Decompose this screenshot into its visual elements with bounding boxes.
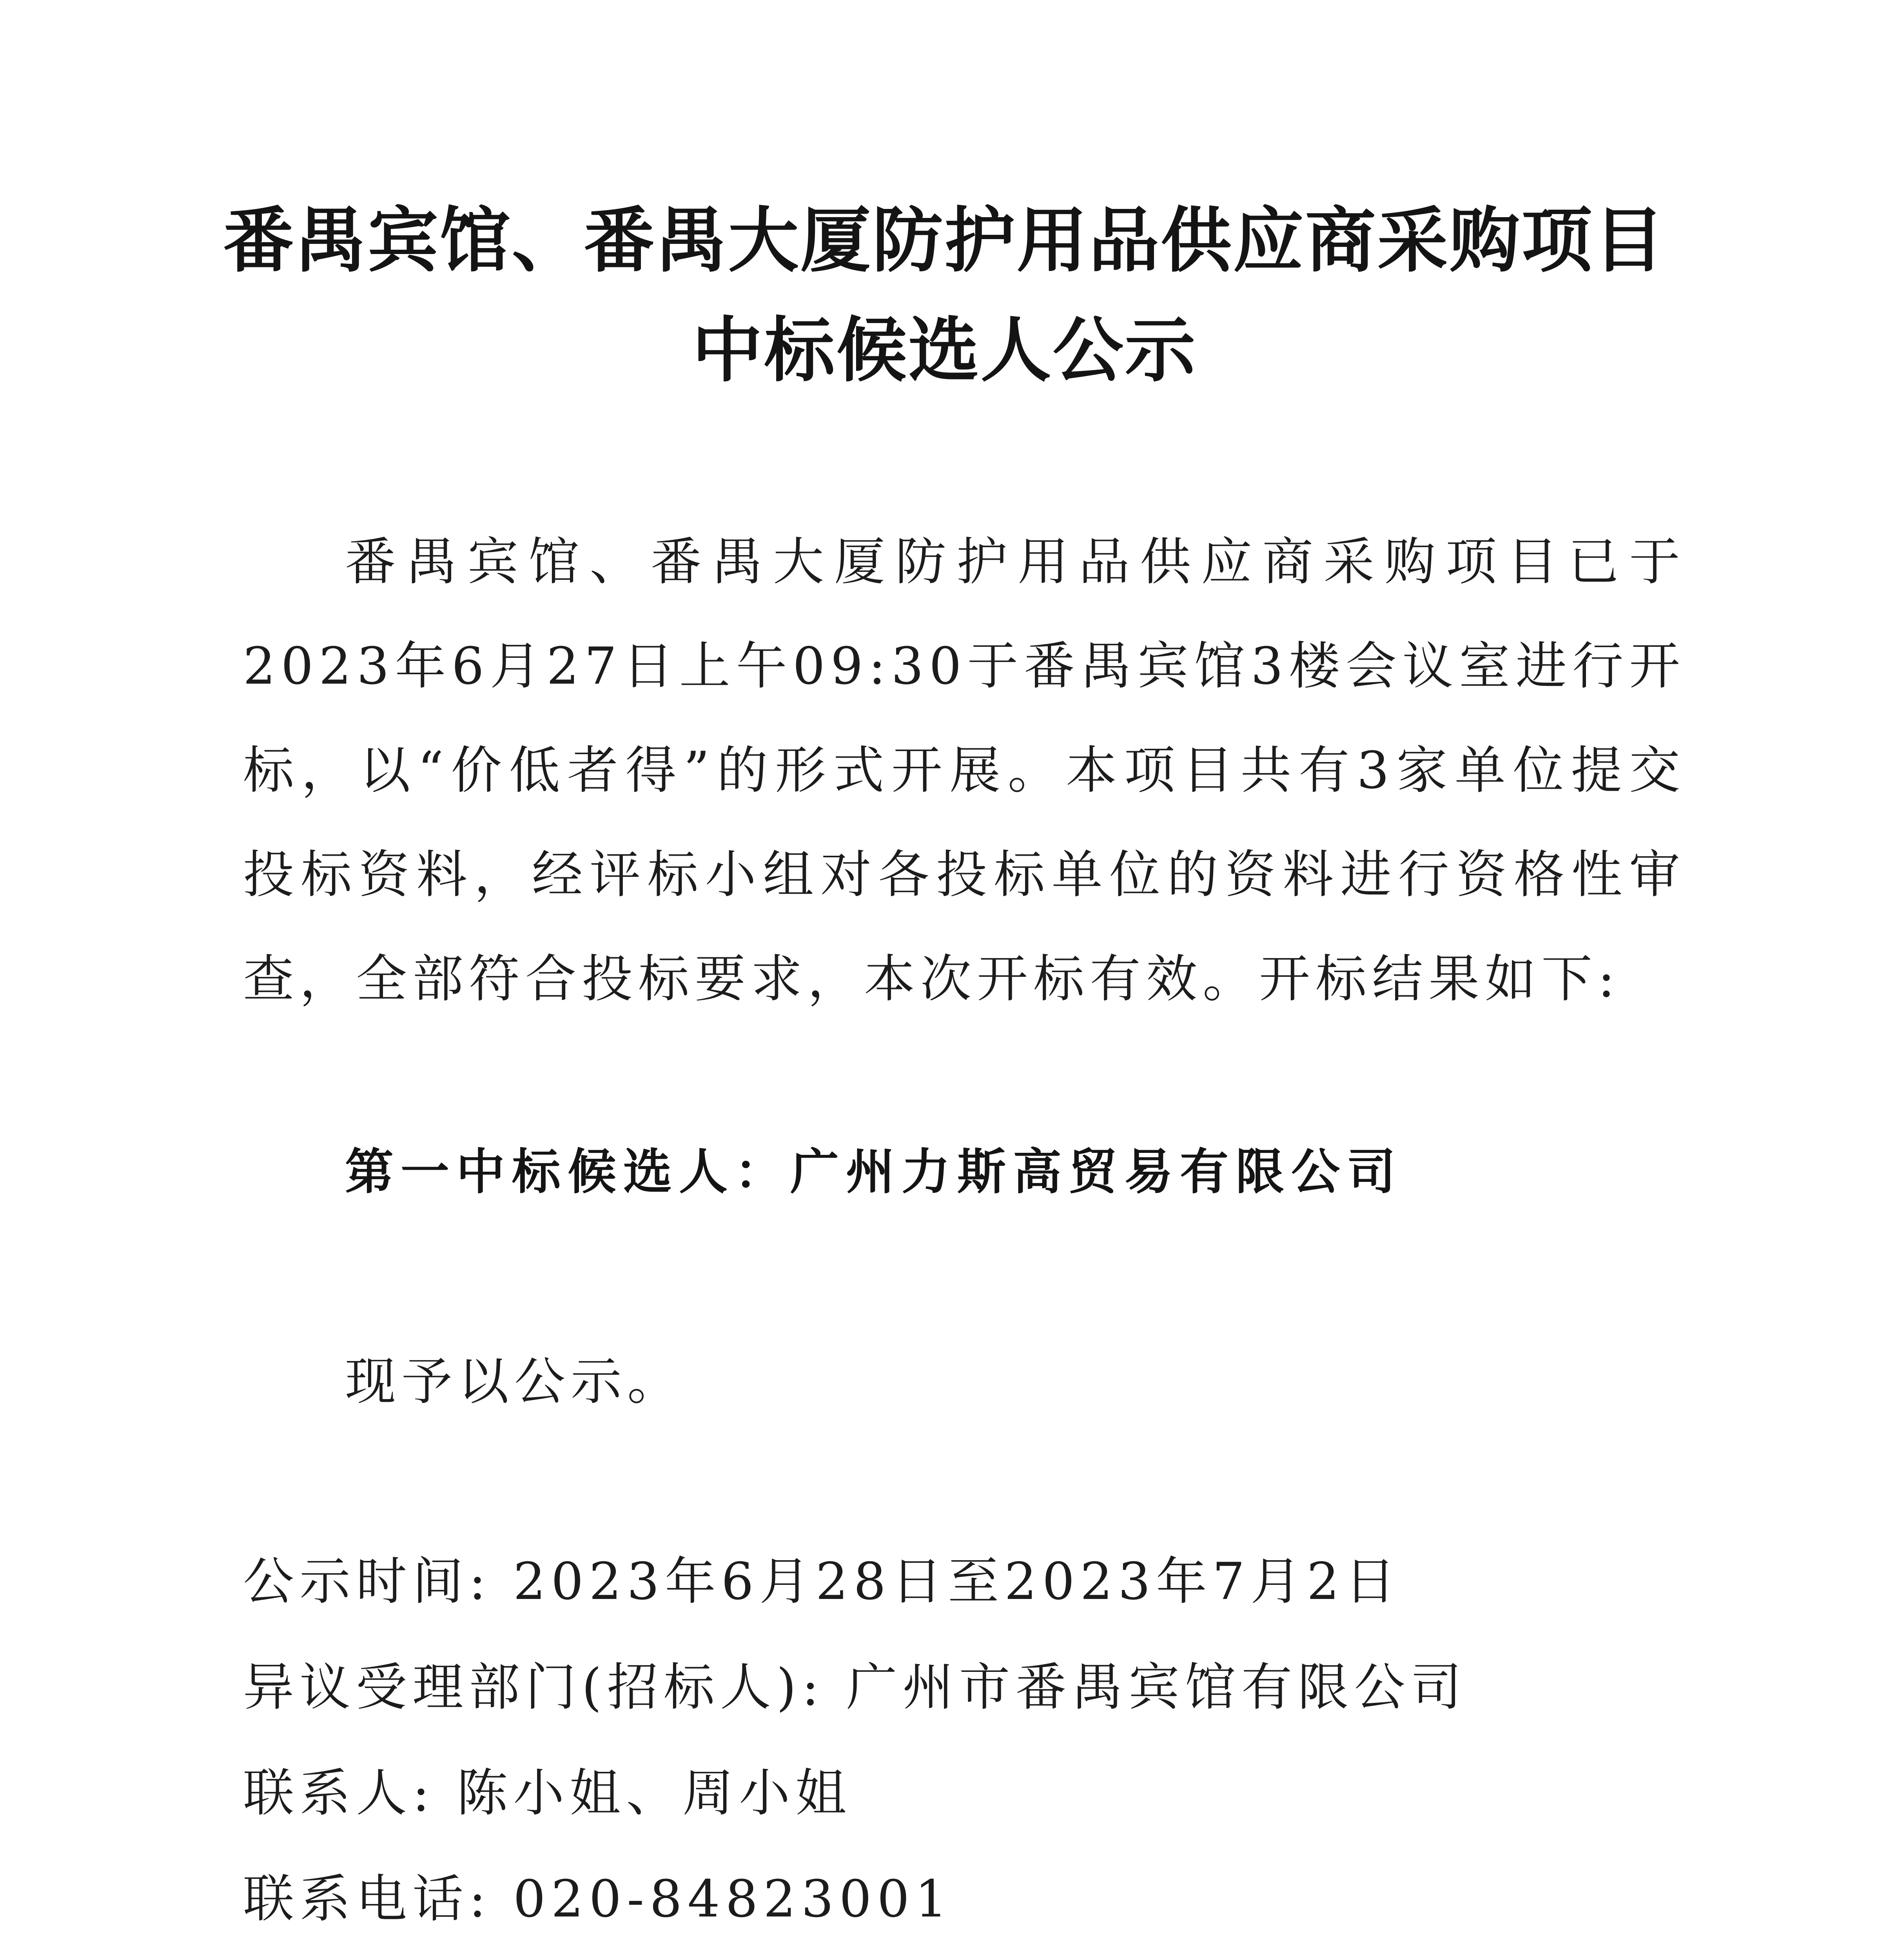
body-paragraph: 番禺宾馆、番禺大厦防护用品供应商采购项目已于2023年6月27日上午09:30于番禺宾馆3楼会议室进行开标，以“价低者得”的形式开展。本项目共有3家单位提交投标资料，经评标小组对各投标单位的资料进行资格性审查，全部符合投标要求，本次开标有效。开标结果如下:: [243, 532, 1686, 1009]
announcement-text: 现予以公示。: [345, 1352, 684, 1411]
contact-phone: 联系电话: 020-84823001: [243, 1869, 953, 1929]
objection-department: 异议受理部门(招标人): 广州市番禺宾馆有限公司: [243, 1657, 1467, 1717]
document-title-line-1: 番禺宾馆、番禺大厦防护用品供应商采购项目: [223, 200, 1666, 282]
document-title-line-2: 中标候选人公示: [692, 310, 1197, 392]
winning-candidate: 第一中标候选人：广州力斯高贸易有限公司: [345, 1144, 1403, 1200]
contact-persons: 联系人: 陈小姐、周小姐: [243, 1763, 852, 1823]
publicity-period: 公示时间: 2023年6月28日至2023年7月2日: [243, 1552, 1401, 1611]
